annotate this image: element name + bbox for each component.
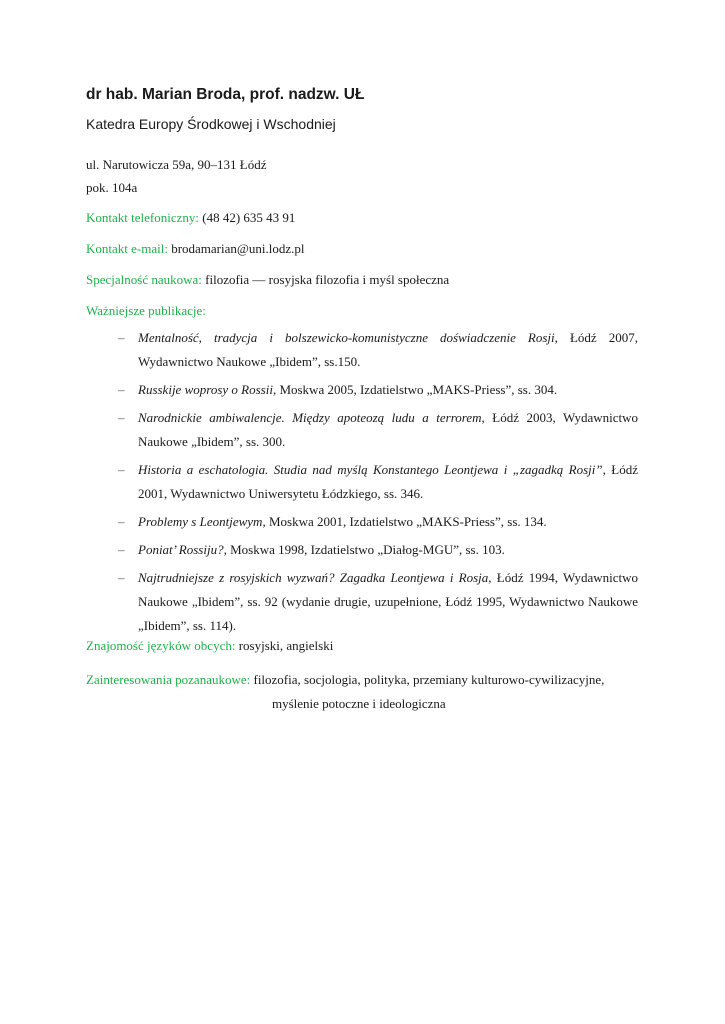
person-name: dr hab. Marian Broda, prof. nadzw. UŁ [86,86,365,103]
publication-details: , Moskwa 2005, Izdatielstwo „MAKS-Priess”, ss. 304. [272,382,558,397]
publication-title: Russkije woprosy o Rossii [138,382,273,397]
address-street: ul. Narutowicza 59a, 90–131 Łódź [86,157,267,172]
email-label: Kontakt e-mail: [86,241,168,256]
specialty-label: Specjalność naukowa: [86,272,202,287]
languages-value: rosyjski, angielski [235,638,334,653]
phone-value: (48 42) 635 43 91 [199,210,296,225]
dash-bullet: – [118,330,125,345]
address-room: pok. 104a [86,180,138,195]
publication-details: , Łódź 2007, Wydawnictwo Naukowe „Ibidem”, ss.150. [138,330,638,369]
email-value: brodamarian@uni.lodz.pl [167,241,305,256]
interests-value-continued: myślenie potoczne i ideologiczna [272,696,446,711]
publication-title: Mentalność, tradycja i bolszewicko-komunistyczne doświadczenie Rosji [138,330,555,345]
publications-label: Ważniejsze publikacje: [86,303,206,318]
email-row [86,241,304,257]
list-item [118,510,638,534]
list-item [118,538,638,562]
list-item [118,406,638,454]
dash-bullet: – [118,542,125,557]
publication-title: Problemy s Leontjewym, [138,514,266,529]
specialty-row [86,272,449,288]
list-item [118,378,638,402]
publication-details: Łódź 2001, Wydawnictwo Uniwersytetu Łódzkiego, ss. 346. [138,462,639,501]
publication-title: Narodnickie ambiwalencje. Między apoteozą ludu a terrorem, [138,410,485,425]
dash-bullet: – [118,382,125,397]
dash-bullet: – [118,410,125,425]
list-item [118,566,638,638]
languages-label: Znajomość języków obcych: [86,638,236,653]
dash-bullet: – [118,462,125,477]
department: Katedra Europy Środkowej i Wschodniej [86,116,336,132]
list-item [118,458,638,506]
publication-details: Łódź 2003, Wydawnictwo Naukowe „Ibidem”, ss. 300. [138,410,638,449]
languages-row [86,638,333,654]
phone-label: Kontakt telefoniczny: [86,210,199,225]
interests-row [86,668,639,716]
publication-details: Moskwa 1998, Izdatielstwo „Diałog-MGU”, ss. 103. [226,542,505,557]
publication-title: Poniat’ Rossiju?, [138,542,227,557]
publication-title: Najtrudniejsze z rosyjskich wyzwań? Zagadka Leontjewa i Rosja, [138,570,492,585]
phone-row [86,210,295,226]
publication-details: Łódź 1994, Wydawnictwo Naukowe „Ibidem”, ss. 92 (wydanie drugie, uzupełnione, Łódź 1995, Wydawnictwo Naukowe „Ibidem”, ss. 114). [138,570,638,633]
interests-label: Zainteresowania pozanaukowe: [86,672,251,687]
dash-bullet: – [118,514,125,529]
list-item [118,326,638,374]
publications-list [118,326,638,642]
publication-title: Historia a eschatologia. Studia nad myślą Konstantego Leontjewa i „zagadką Rosji”, [138,462,606,477]
publication-details: Moskwa 2001, Izdatielstwo „MAKS-Priess”, ss. 134. [265,514,547,529]
specialty-value: filozofia — rosyjska filozofia i myśl społeczna [201,272,450,287]
interests-value: filozofia, socjologia, polityka, przemiany kulturowo-cywilizacyjne, [250,672,605,687]
dash-bullet: – [118,570,125,585]
